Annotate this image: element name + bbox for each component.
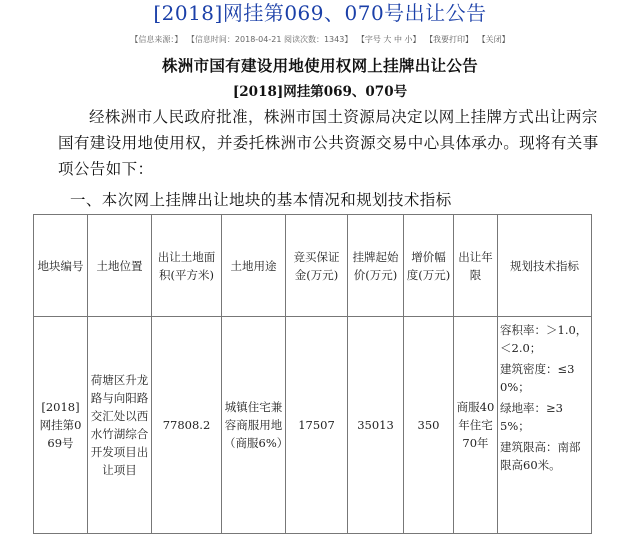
font-size-switch[interactable]: 【字号 大 中 小】 bbox=[356, 35, 421, 44]
planning-far: 容积率：＞1.0，＜2.0； bbox=[500, 323, 588, 355]
header-use: 土地用途 bbox=[222, 215, 286, 317]
section-heading: 一、本次网上挂牌出让地块的基本情况和规划技术指标 bbox=[70, 191, 452, 209]
planning-height: 建筑限高：南部限高60米。 bbox=[500, 440, 581, 472]
header-plot-no: 地块编号 bbox=[34, 215, 88, 317]
table-row bbox=[34, 317, 592, 534]
document-number: [2018]网挂第069、070号 bbox=[232, 84, 408, 100]
cell-area: 77808.2 bbox=[152, 317, 222, 534]
print-link[interactable]: 【我要打印】 bbox=[425, 35, 474, 44]
header-term: 出让年限 bbox=[454, 215, 498, 317]
cell-planning bbox=[498, 317, 592, 534]
cell-plot-no: [2018]网挂第069号 bbox=[34, 317, 88, 534]
cell-location: 荷塘区升龙路与向阳路交汇处以西水竹湖综合开发项目出让项目 bbox=[88, 317, 152, 534]
cell-term: 商服40年住宅70年 bbox=[454, 317, 498, 534]
cell-use: 城镇住宅兼容商服用地（商服6%） bbox=[222, 317, 286, 534]
header-increment: 增价幅度(万元) bbox=[404, 215, 454, 317]
close-link[interactable]: 【关闭】 bbox=[477, 35, 510, 44]
article-meta-bar bbox=[0, 34, 640, 45]
intro-paragraph: 经株洲市人民政府批准，株洲市国土资源局决定以网上挂牌方式出让两宗国有建设用地使用权，并委托株洲市公共资源交易中心具体承办。现将有关事项公告如下： bbox=[58, 108, 599, 178]
header-location: 土地位置 bbox=[88, 215, 152, 317]
table-header-row bbox=[34, 215, 592, 317]
cell-deposit: 17507 bbox=[286, 317, 348, 534]
header-planning: 规划技术指标 bbox=[498, 215, 592, 317]
cell-increment: 350 bbox=[404, 317, 454, 534]
header-area: 出让土地面积(平方米) bbox=[152, 215, 222, 317]
header-deposit: 竞买保证金(万元) bbox=[286, 215, 348, 317]
info-source: 【信息来源：】 bbox=[130, 35, 183, 44]
planning-green: 绿地率：≥35%； bbox=[500, 401, 563, 433]
planning-density: 建筑密度：≤30%； bbox=[500, 362, 575, 394]
info-time: 【信息时间：2018-04-21 阅读次数：1343】 bbox=[186, 35, 353, 44]
announcement-title: 株洲市国有建设用地使用权网上挂牌出让公告 bbox=[161, 56, 478, 75]
land-info-table bbox=[33, 214, 592, 534]
header-start-price: 挂牌起始价(万元) bbox=[348, 215, 404, 317]
cell-start-price: 35013 bbox=[348, 317, 404, 534]
page-title: [2018]网挂第069、070号出让公告 bbox=[153, 1, 487, 25]
